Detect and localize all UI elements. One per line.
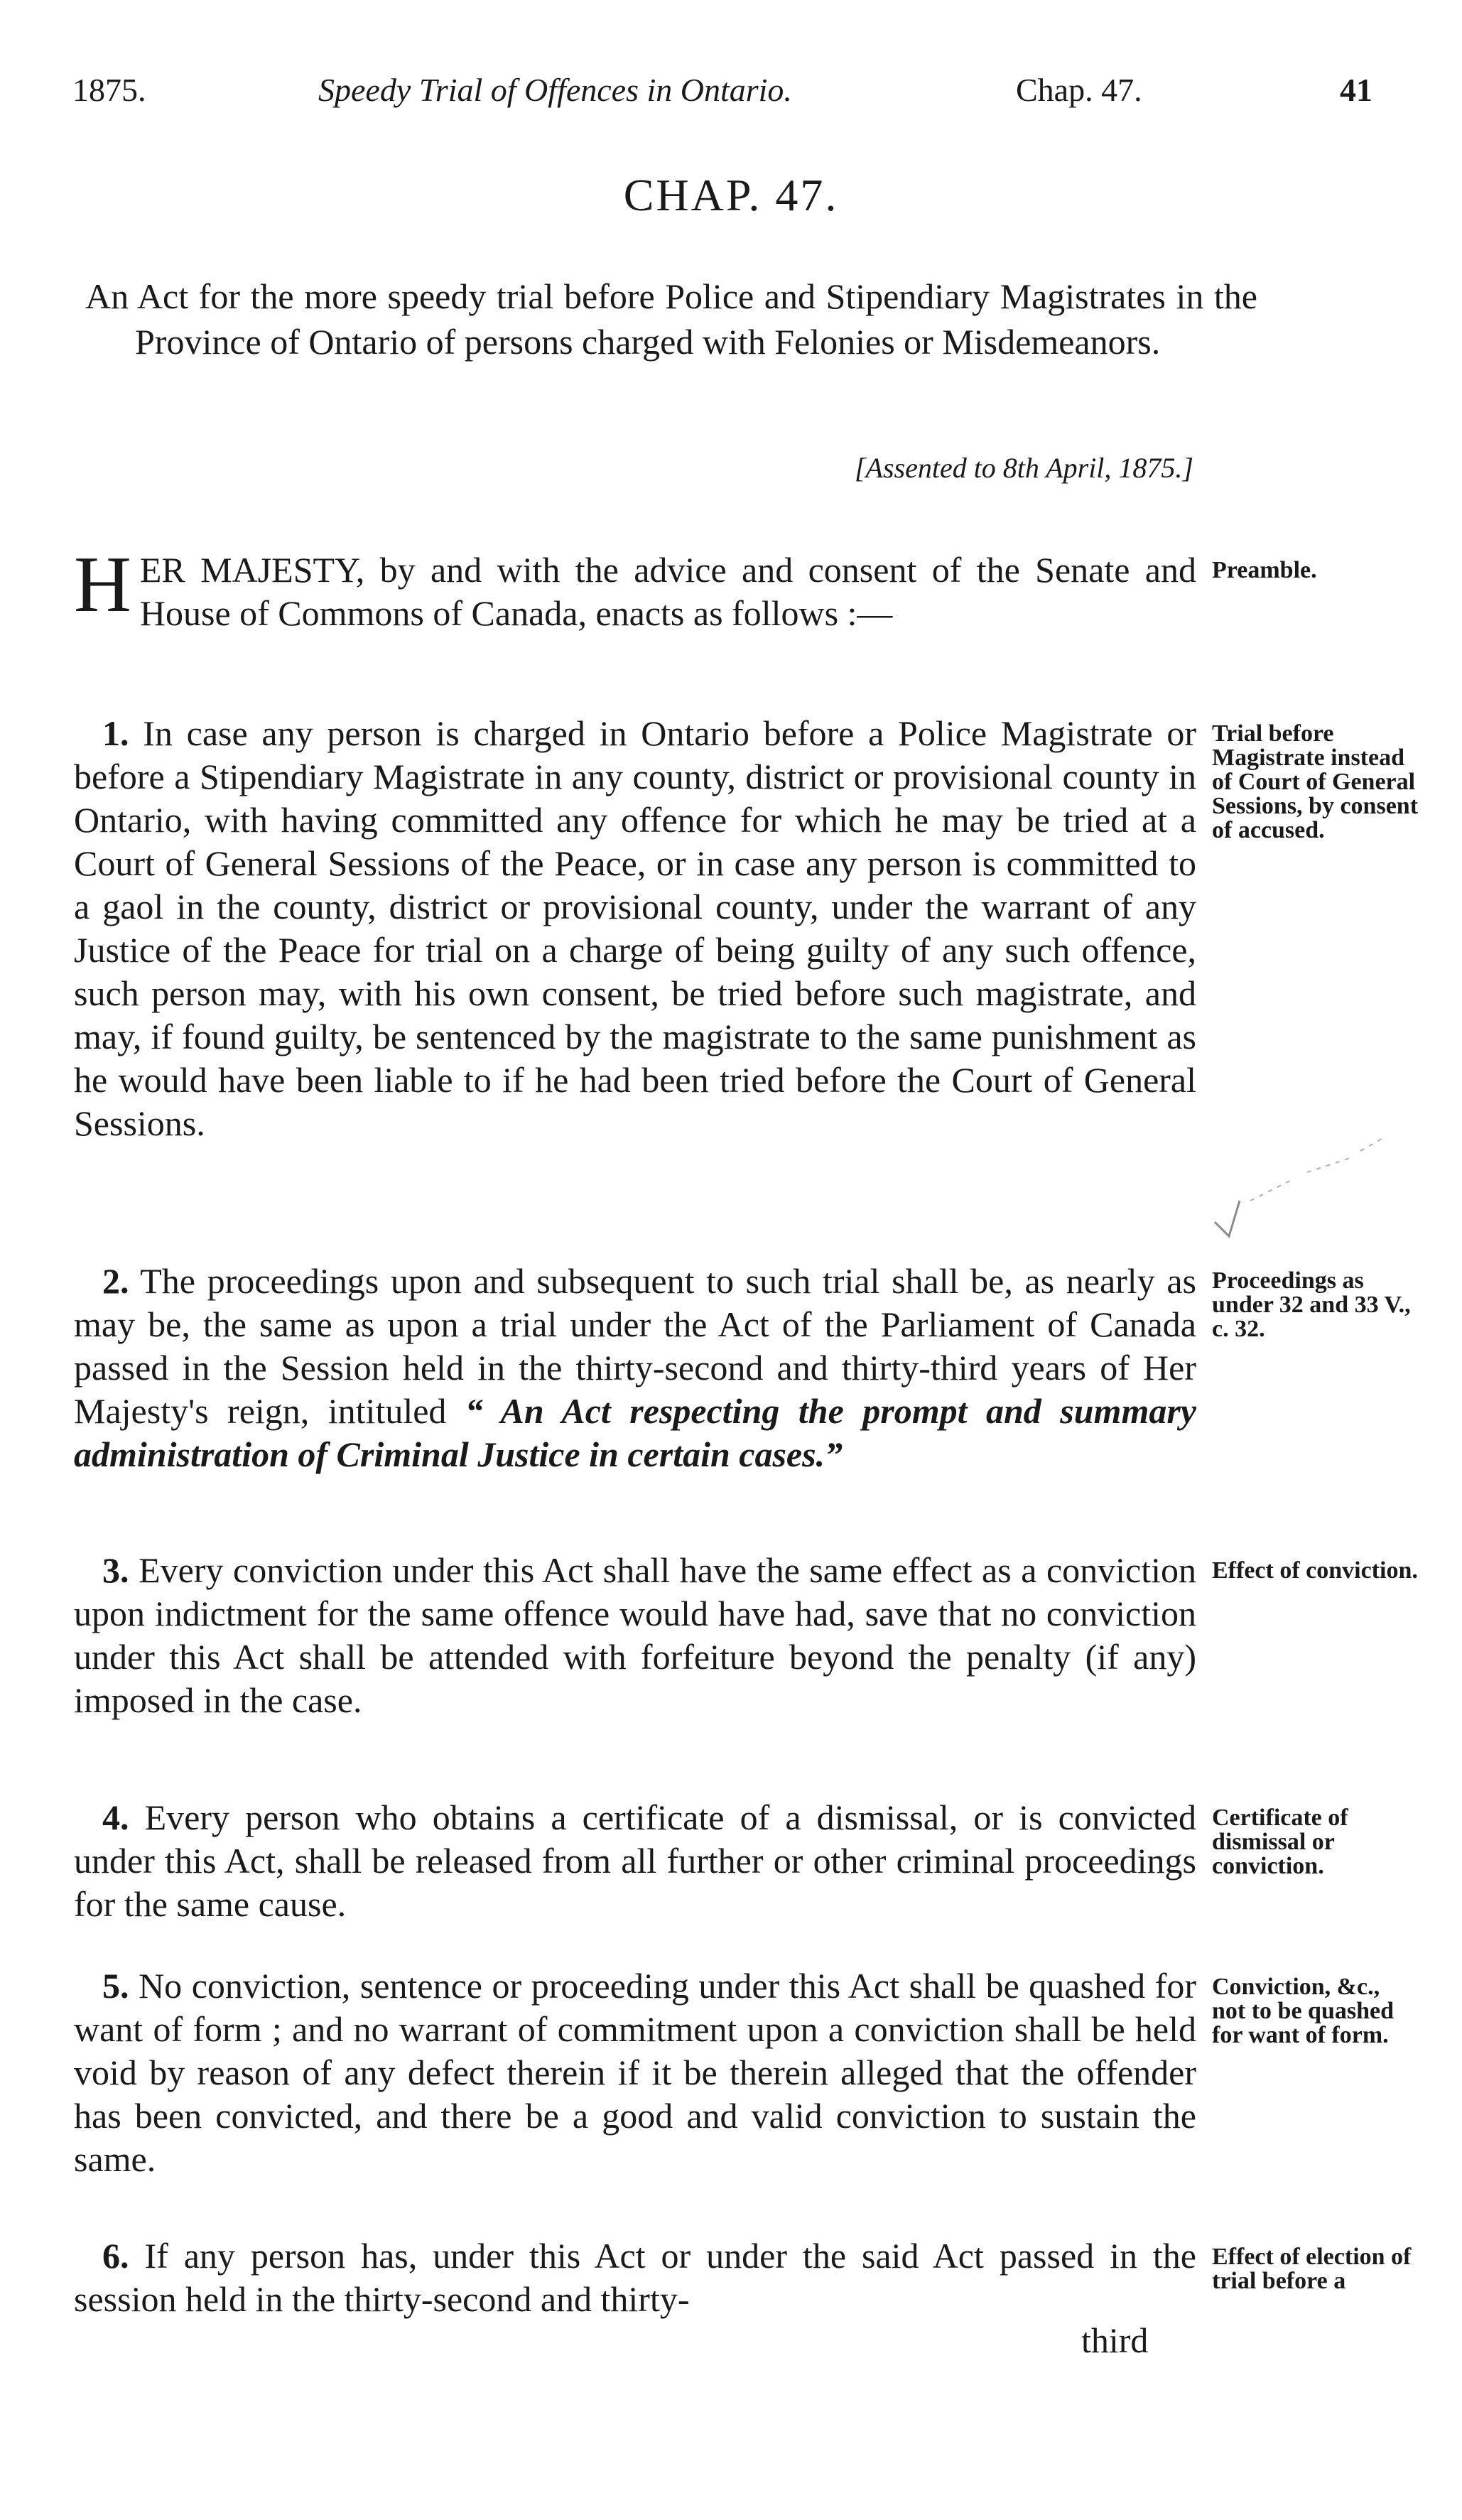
- assent-text: [Assented to 8th April, 1875.]: [854, 452, 1193, 484]
- section-number: 1.: [102, 713, 129, 753]
- dropcap-letter: H: [74, 541, 131, 629]
- section-4: [74, 1796, 1196, 1926]
- header-title: Speedy Trial of Offences in Ontario.: [318, 72, 792, 108]
- section-number: 3.: [102, 1550, 129, 1590]
- running-header: [0, 71, 1462, 121]
- margin-note-section-1: Trial before Magistrate instead of Court of General Sessions, by consent of accused.: [1212, 720, 1419, 843]
- header-chapter: Chap. 47.: [1016, 72, 1142, 108]
- margin-note-preamble: Preamble.: [1212, 557, 1317, 583]
- section-number: 6.: [102, 2236, 129, 2276]
- preamble-text: ER MAJESTY, by and with the advice and consent of the Senate and House of Commons of Canada, enacts as follows :—: [139, 550, 1196, 633]
- section-text: If any person has, under this Act or under the said Act passed in the session held in the thirty-second and thirty-: [74, 2236, 1197, 2319]
- section-text: In case any person is charged in Ontario before a Police Magistrate or before a Stipendiary Magistrate in any county, district or provisional county in Ontario, with having committed any offence for which he may be tried at a Court of General Sessions of the Peace, or in case any person is committed to a gaol in the county, district or provisional county, under the warrant of any Justice of the Peace for trial on a charge of being guilty of any such offence, such person may, with his own consent, be tried before such magistrate, and may, if found guilty, be sentenced by the magistrate to the same punishment as he would have been liable to if he had been tried before the Court of General Sessions.: [74, 713, 1196, 1143]
- section-3: [74, 1549, 1196, 1722]
- section-text: Every person who obtains a certificate of a dismissal, or is convicted under this Act, shall be released from all further or other criminal proceedings for the same cause.: [74, 1797, 1196, 1924]
- section-number: 4.: [102, 1797, 129, 1837]
- margin-note-section-4: Certificate of dismissal or conviction.: [1212, 1805, 1348, 1879]
- page-number: 41: [1340, 72, 1372, 108]
- section-text: The proceedings upon and subsequent to such trial shall be, as nearly as may be, the same as upon a trial under the Act of the Parliament of Canada passed in the Session held in the thirty-second and thirty-third years of Her Majesty's reign, intituled: [74, 1261, 1196, 1431]
- header-year: 1875.: [72, 72, 146, 108]
- margin-note-section-6: Effect of election of trial before a: [1212, 2244, 1412, 2294]
- section-text: No conviction, sentence or proceeding under this Act shall be quashed for want of form ; and no warrant of commitment upon a conviction shall be held void by reason of any defect therein if it be therein alleged that the offender has been convicted, and there be a good and valid conviction to sustain the same.: [74, 1966, 1197, 2179]
- section-1: [74, 712, 1196, 1145]
- act-title: An Act for the more speedy trial before Police and Stipendiary Magistrates in the Province of Ontario of persons charged with Felonies or Misdemeanors.: [85, 276, 1257, 362]
- section-text: Every conviction under this Act shall have the same effect as a conviction upon indictment for the same offence would have had, save that no conviction under this Act shall be attended with forfeiture beyond the penalty (if any) imposed in the case.: [74, 1550, 1197, 1720]
- catchword: third: [1081, 2320, 1149, 2360]
- margin-note-section-3: Effect of conviction.: [1212, 1557, 1418, 1584]
- section-2: [74, 1260, 1196, 1476]
- section-number: 5.: [102, 1966, 129, 2006]
- margin-note-section-5: Conviction, &c., not to be quashed for want of form.: [1212, 1974, 1395, 2048]
- section-5: [74, 1964, 1196, 2181]
- chapter-heading: CHAP. 47.: [623, 170, 839, 220]
- act-citation: “ An Act respecting the prompt and summary administration of Criminal Justice in certain cases.”: [74, 1391, 1196, 1474]
- section-6: [74, 2234, 1196, 2321]
- preamble: [74, 541, 1196, 635]
- assent-date: [625, 451, 1193, 485]
- margin-note-section-2: Proceedings as under 32 and 33 V., c. 32.: [1212, 1267, 1411, 1342]
- section-number: 2.: [102, 1261, 129, 1301]
- pencil-mark-icon: [1208, 1123, 1392, 1243]
